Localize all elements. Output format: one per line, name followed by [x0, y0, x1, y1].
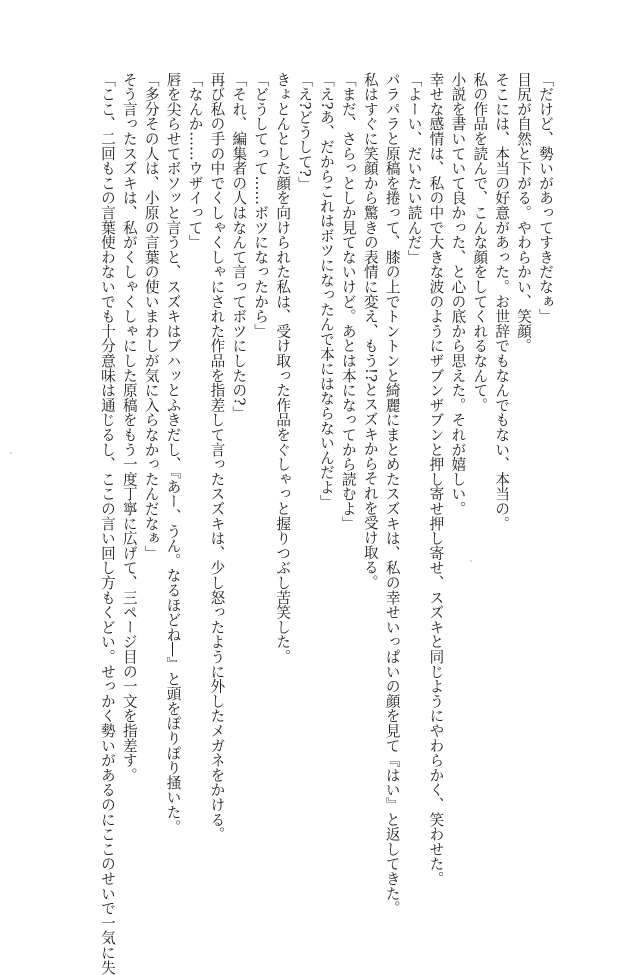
text-line: 幸せな感情は、私の中で大きな波のようにザブンザブンと押し寄せ押し寄せ、スズキと同じようにやわらかく、笑わせた。: [427, 72, 445, 886]
text-line: パラパラと原稿を捲って、膝の上でトントンと綺麗にまとめたスズキは、私の幸せいっぱいの顔を見て『はい』と返してきた。: [383, 72, 401, 916]
text-line: そう言ったスズキは、私がくしゃくしゃにした原稿をもう一度丁寧に広げて、三ページ目の一文を指差す。: [120, 72, 138, 783]
scan-speck: [10, 452, 12, 454]
text-line: 「え?あ、だからこれはボツになったんで本にはならないんだよ」: [317, 72, 335, 510]
text-line: 「多分その人は、小原の言葉の使いまわしが気に入らなかったんだなぁ」: [142, 72, 160, 561]
text-line: 小説を書いていて良かった、と心の底から思えた。それが嬉しい。: [449, 72, 467, 516]
text-line: 私はすぐに笑顔から驚きの表情に変え、もう!?とスズキからそれを受け取る。: [361, 72, 379, 590]
text-line: 「ここ、二回もこの言葉使わないでも十分意味は通じるし、ここの言い回し方もくどい。せっかく勢いがあるのにここのせいで一気に失: [98, 72, 116, 975]
text-line: 「それ、編集者の人はなんて言ってボツにしたの?」: [230, 72, 248, 421]
text-line: そこには、本当の好意があった。お世辞でもなんでもない、本当の。: [493, 72, 511, 531]
text-line: 再び私の手の中でくしゃくしゃにされた作品を指差して言ったスズキは、少し怒ったように外したメガネをかける。: [208, 72, 226, 842]
vertical-text-body: [96, 72, 556, 975]
text-line: きょとんとした顔を向けられた私は、受け取った作品をぐしゃっと握りつぶし苦笑した。: [274, 72, 292, 664]
text-line: 「え?どうして?」: [296, 72, 314, 192]
text-line: 「どうしてって……ボツになったから」: [252, 72, 270, 339]
text-line: 「まだ、さらっとしか見てないけど。あとは本になってから読むよ」: [339, 72, 357, 531]
text-line: 「よーい、だいたい読んだ」: [405, 72, 423, 265]
text-line: 目尻が自然と下がる。やわらかい、笑顔。: [515, 72, 533, 354]
text-line: 「だけど、勢いがあってすきだなぁ」: [537, 72, 554, 324]
scan-speck: [470, 560, 472, 562]
text-line: 「なんか……ウザイって」: [186, 72, 204, 250]
text-line: 私の作品を読んで、こんな顔をしてくれるなんて。: [471, 72, 489, 413]
text-line: 唇を尖らせてボソッと言うと、スズキはブハッとふきだし、『あー、うん。なるほどね―』と頭をぽりぽり掻いた。: [164, 72, 182, 835]
